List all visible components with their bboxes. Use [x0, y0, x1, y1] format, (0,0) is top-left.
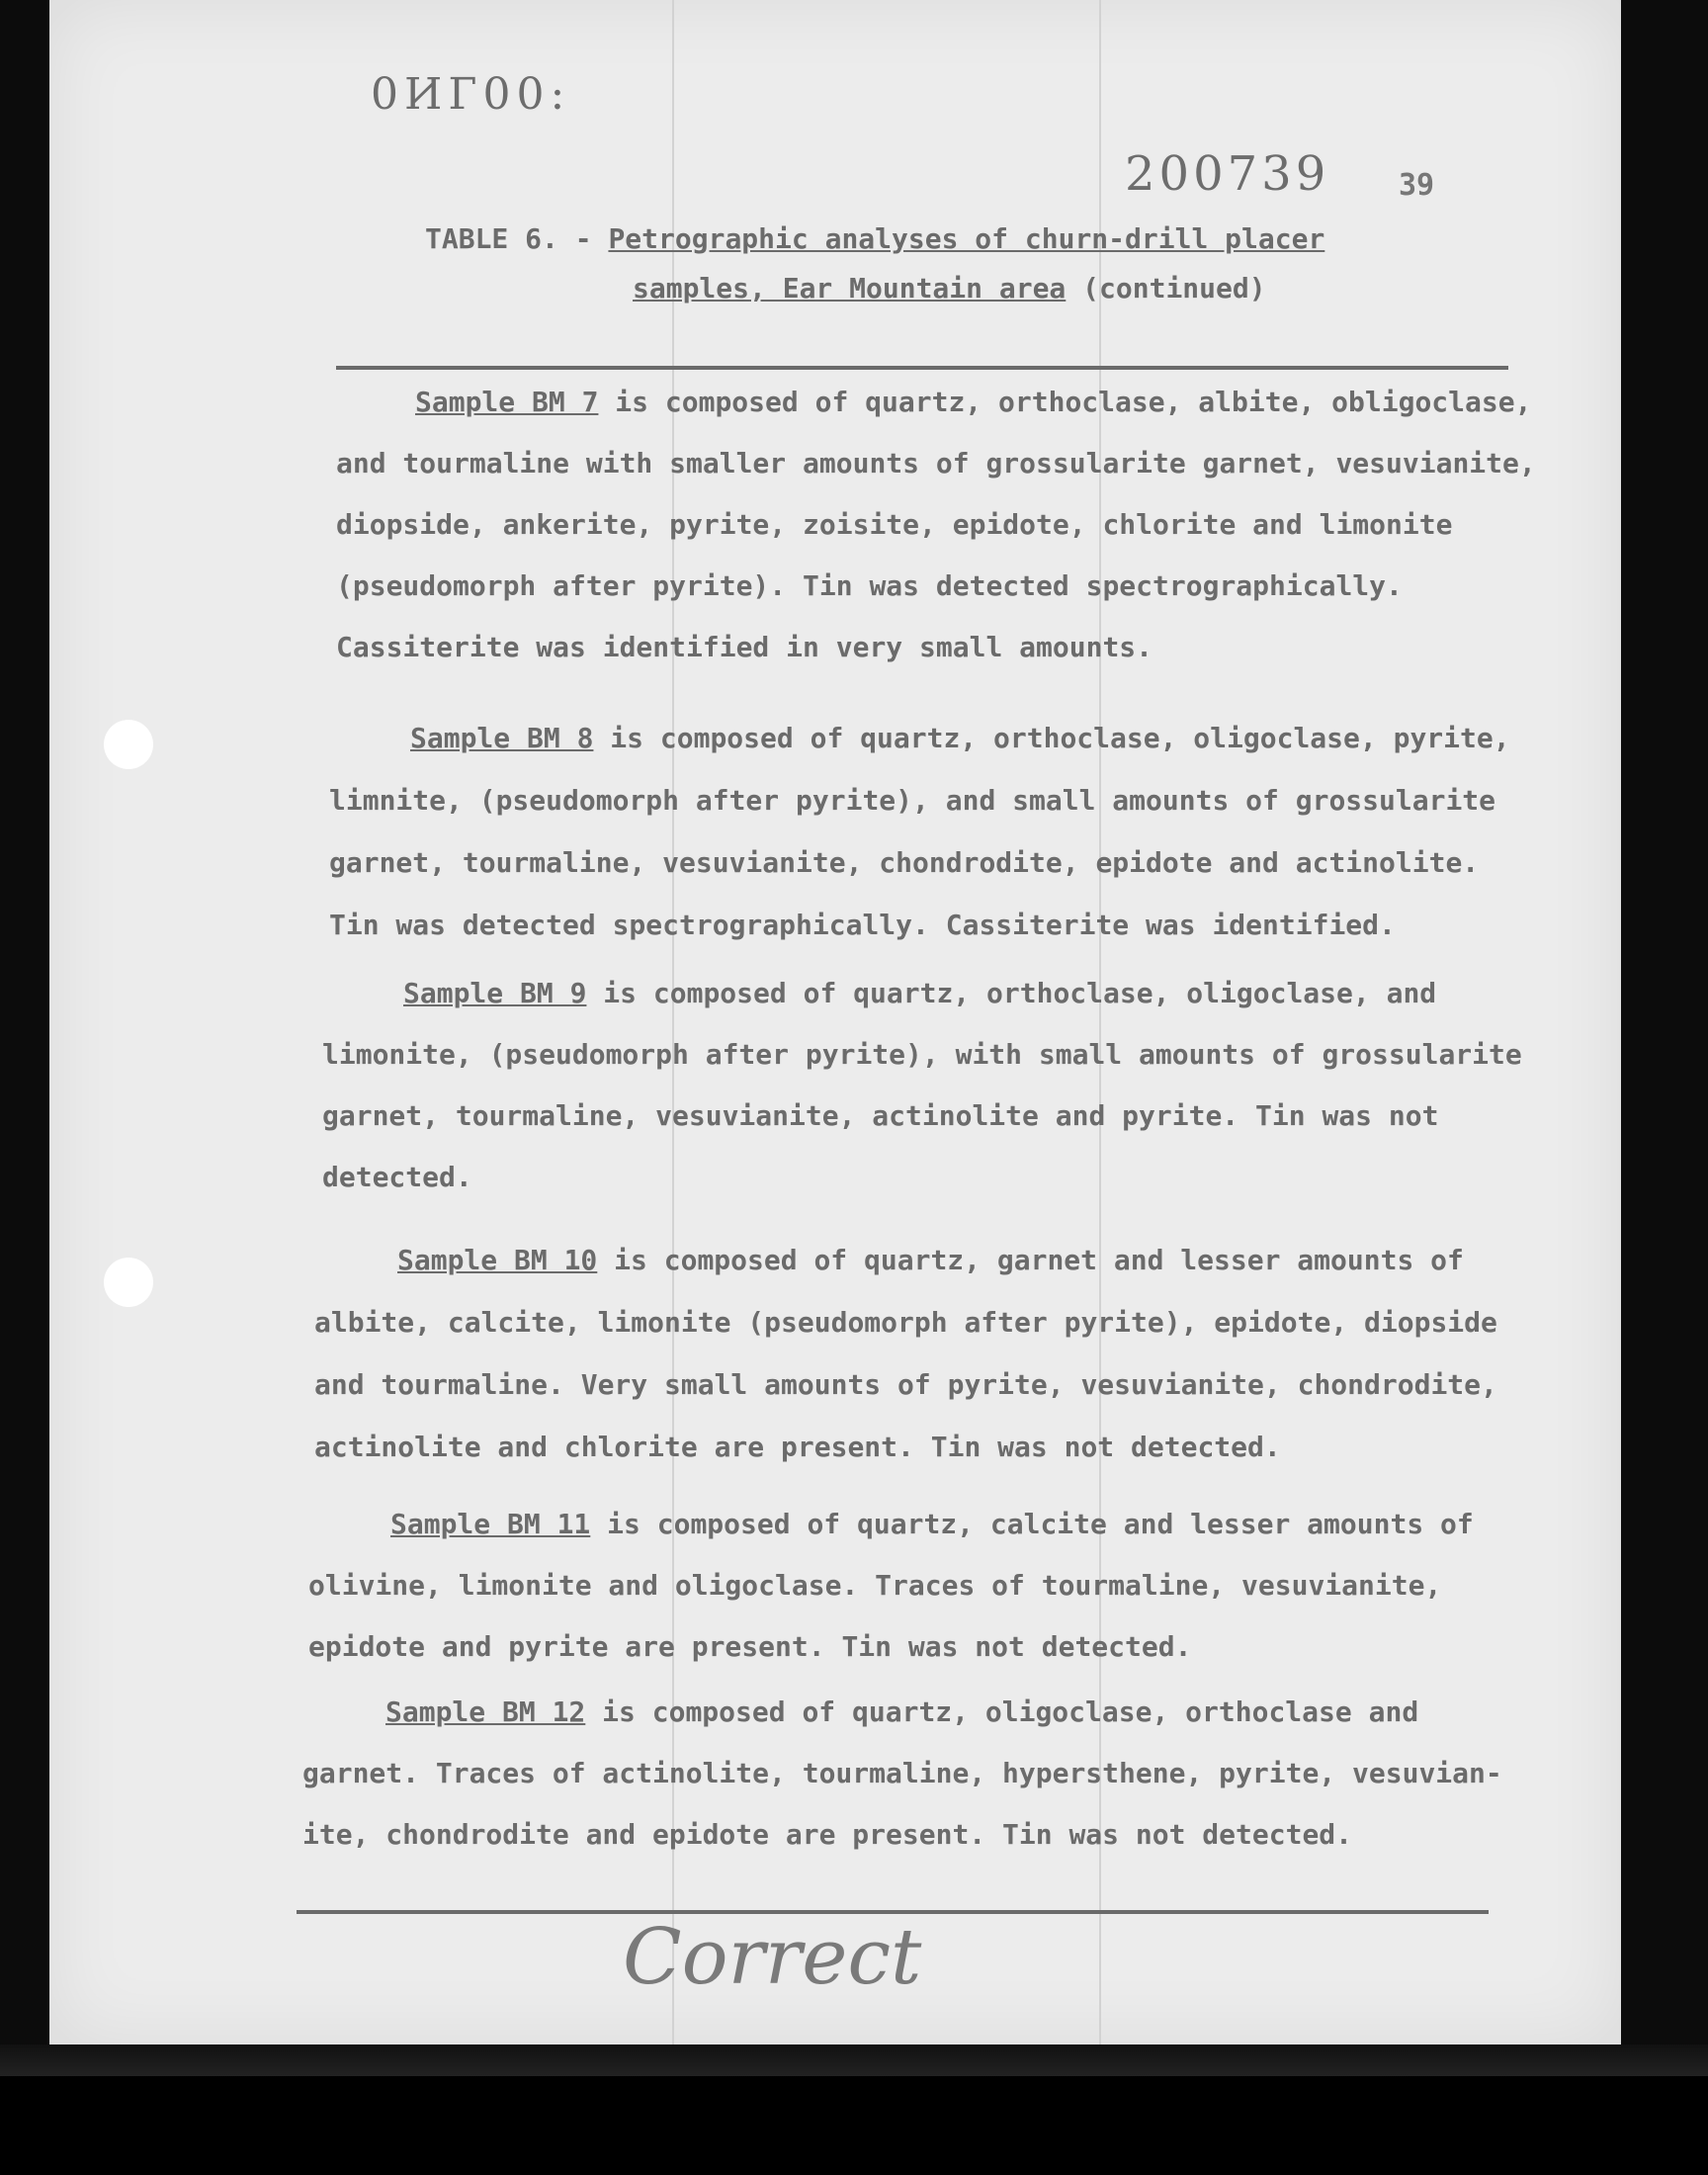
sample-paragraph-line	[308, 1569, 1441, 1602]
sample-text: detected.	[322, 1161, 472, 1193]
sample-paragraph-line	[322, 1161, 472, 1193]
table-label: TABLE 6. -	[425, 222, 592, 255]
sample-text: olivine, limonite and oligoclase. Traces of tourmaline, vesuvianite,	[308, 1569, 1442, 1602]
table-title-suffix: (continued)	[1082, 272, 1266, 304]
sample-name: Sample BM 9	[403, 977, 587, 1009]
sample-text: limnite, (pseudomorph after pyrite), and small amounts of grossularite	[329, 784, 1496, 817]
table-title-text: Petrographic analyses of churn-drill placer	[608, 222, 1325, 255]
sample-name: Sample BM 11	[390, 1508, 591, 1540]
table-title-text-2: samples, Ear Mountain area	[633, 272, 1067, 304]
sample-paragraph-line	[314, 1431, 1281, 1463]
sample-paragraph-line	[302, 1818, 1352, 1851]
sample-text: albite, calcite, limonite (pseudomorph after pyrite), epidote, diopside	[314, 1306, 1497, 1339]
scan-edge	[0, 2044, 1708, 2076]
sample-paragraph-first-line	[397, 1244, 1464, 1276]
sample-paragraph-first-line	[390, 1508, 1474, 1540]
sample-paragraph-line	[314, 1368, 1497, 1401]
table-title-line-2	[633, 272, 1266, 304]
sample-text: is composed of quartz, oligoclase, orthoclase and	[602, 1696, 1419, 1728]
sample-paragraph-line	[322, 1038, 1522, 1071]
sample-paragraph-first-line	[415, 386, 1531, 418]
scan-fold-line	[672, 0, 674, 2044]
sample-text: is composed of quartz, orthoclase, albite, obligoclase,	[615, 386, 1532, 418]
sample-text: is composed of quartz, orthoclase, oligoclase, and	[603, 977, 1437, 1009]
sample-paragraph-line	[336, 447, 1536, 479]
sample-text: is composed of quartz, calcite and lesser amounts of	[607, 1508, 1474, 1540]
top-rule	[336, 366, 1508, 370]
sample-text: garnet, tourmaline, vesuvianite, chondrodite, epidote and actinolite.	[329, 846, 1480, 879]
sample-text: and tourmaline with smaller amounts of grossularite garnet, vesuvianite,	[336, 447, 1536, 479]
sample-text: and tourmaline. Very small amounts of pyrite, vesuvianite, chondrodite,	[314, 1368, 1497, 1401]
sample-text: actinolite and chlorite are present. Tin was not detected.	[314, 1431, 1281, 1463]
sample-paragraph-line	[308, 1630, 1191, 1663]
sample-paragraph-first-line	[403, 977, 1436, 1009]
sample-paragraph-line	[336, 569, 1403, 602]
scan-border	[0, 2076, 1708, 2175]
sample-name: Sample BM 10	[397, 1244, 598, 1276]
sample-paragraph-line	[336, 508, 1452, 541]
sample-name: Sample BM 8	[410, 722, 594, 754]
punch-hole	[104, 720, 153, 769]
sample-paragraph-line	[329, 909, 1396, 941]
handwritten-document-id: 0ИГ00:	[371, 69, 571, 120]
handwritten-signature: Correct	[623, 1913, 922, 2002]
sample-text: limonite, (pseudomorph after pyrite), with small amounts of grossularite	[322, 1038, 1522, 1071]
sample-paragraph-first-line	[385, 1696, 1418, 1728]
sample-text: diopside, ankerite, pyrite, zoisite, epidote, chlorite and limonite	[336, 508, 1453, 541]
sample-paragraph-first-line	[410, 722, 1510, 754]
sample-paragraph-line	[329, 846, 1479, 879]
sample-paragraph-line	[329, 784, 1495, 817]
sample-paragraph-line	[302, 1757, 1502, 1789]
sample-paragraph-line	[336, 631, 1153, 663]
sample-text: is composed of quartz, orthoclase, oligoclase, pyrite,	[610, 722, 1510, 754]
sample-text: epidote and pyrite are present. Tin was not detected.	[308, 1630, 1192, 1663]
sample-name: Sample BM 12	[385, 1696, 586, 1728]
scan-fold-line	[1099, 0, 1101, 2044]
sample-text: garnet. Traces of actinolite, tourmaline, hypersthene, pyrite, vesuvian-	[302, 1757, 1502, 1789]
page-number: 39	[1399, 168, 1435, 203]
handwritten-document-number: 200739	[1125, 146, 1330, 202]
sample-text: Tin was detected spectrographically. Cassiterite was identified.	[329, 909, 1396, 941]
sample-paragraph-line	[314, 1306, 1497, 1339]
sample-paragraph-line	[322, 1099, 1438, 1132]
sample-text: Cassiterite was identified in very small amounts.	[336, 631, 1153, 663]
sample-text: (pseudomorph after pyrite). Tin was detected spectrographically.	[336, 569, 1403, 602]
punch-hole	[104, 1258, 153, 1307]
sample-text: garnet, tourmaline, vesuvianite, actinolite and pyrite. Tin was not	[322, 1099, 1439, 1132]
sample-name: Sample BM 7	[415, 386, 599, 418]
sample-text: is composed of quartz, garnet and lesser amounts of	[614, 1244, 1464, 1276]
table-title-line-1	[425, 222, 1324, 255]
sample-text: ite, chondrodite and epidote are present. Tin was not detected.	[302, 1818, 1353, 1851]
document-page	[49, 0, 1621, 2044]
